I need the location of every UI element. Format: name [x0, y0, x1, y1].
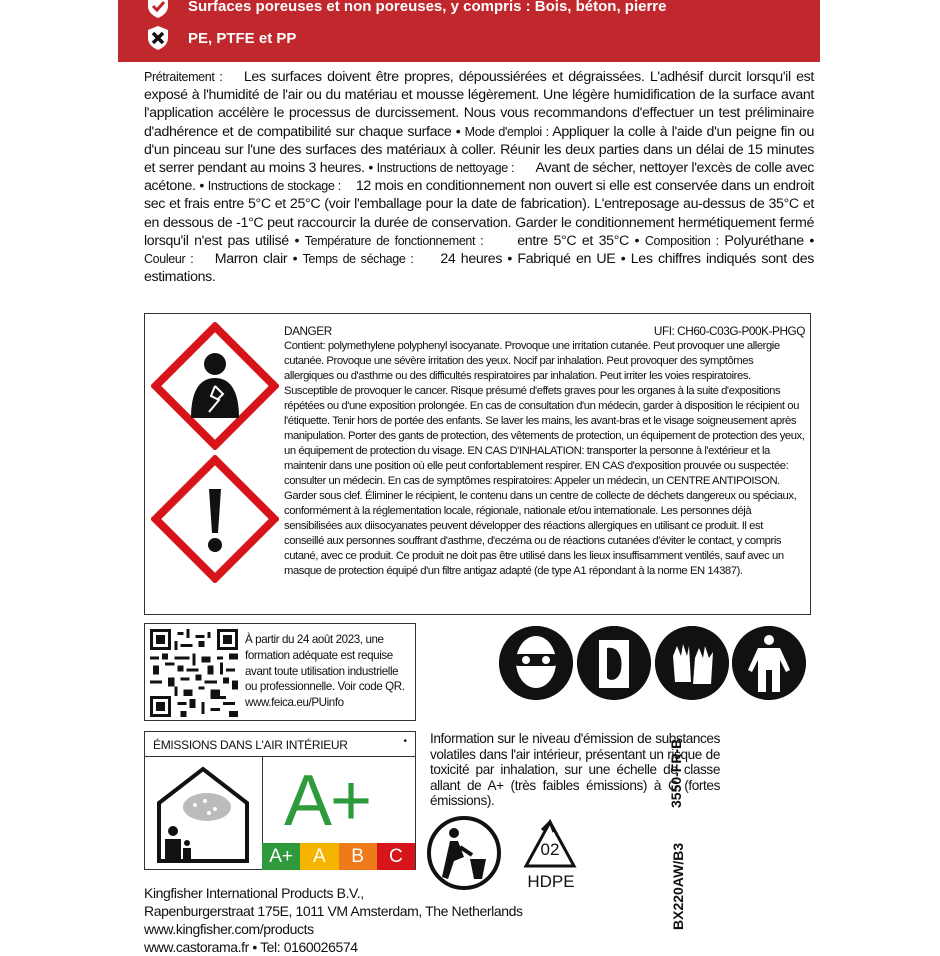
usage-label: Mode d'emploi :: [464, 124, 549, 139]
qr-code-icon[interactable]: [150, 629, 238, 717]
coverall-icon: [732, 626, 806, 700]
color-label: Couleur :: [144, 252, 194, 267]
emissions-mark: •: [403, 736, 407, 747]
cleaning-label: Instructions de nettoyage :: [376, 161, 515, 176]
scale-b: B: [339, 843, 377, 870]
hazard-text-block: [284, 324, 805, 579]
emissions-rating-panel: [262, 756, 415, 870]
safety-goggles-icon: [499, 626, 573, 700]
footer-address: Rapenburgerstraat 175E, 1011 VM Amsterdam, The Netherlands: [144, 903, 523, 919]
footer-website[interactable]: www.kingfisher.com/products: [144, 921, 314, 937]
storage-text: 12 mois en conditionnement non ouvert si elle est conservée dans un endroit sec et frais entre 5°C et 25°C (voir l'emballage pour la date de fabrication). L'entreposage au-dessus de 35°C et en dessous de -1°C peut raccourcir la durée de conservation. Garder le conditionnement hermétiquement fermé lorsqu'il n'est pas utilisé •: [144, 178, 815, 249]
ufi-code: UFI: CH60-C03G-P00K-PHGQ: [653, 324, 805, 338]
emissions-title: ÉMISSIONS DANS L'AIR INTÉRIEUR: [153, 738, 348, 752]
emissions-house-panel: [145, 756, 263, 870]
cross-shield-icon: [144, 24, 172, 52]
emissions-scale: [262, 843, 415, 870]
drying-text: 24 heures • Fabriqué en UE • Les chiffres indiqués sont des estimations.: [144, 251, 814, 286]
banner-row-suitable: [144, 0, 666, 20]
composition-label: Composition :: [644, 233, 719, 248]
banner-row-unsuitable: [144, 24, 296, 52]
exclamation-mark-icon: [151, 455, 279, 583]
color-text: Marron clair •: [214, 251, 298, 268]
footer-company: Kingfisher International Products B.V.,: [144, 885, 364, 901]
banner-unsuitable-text: PE, PTFE et PP: [188, 29, 297, 47]
house-emissions-icon: [145, 757, 262, 870]
top-banner: [118, 0, 820, 62]
pretreatment-label: Prétraitement :: [144, 70, 223, 84]
training-notice: À partir du 24 août 2023, une formation adéquate est requise avant toute utilisation industrielle ou professionnelle. Voir code QR. www.feica.eu/PUinfo: [245, 633, 405, 710]
scale-c: C: [377, 843, 415, 870]
pretreatment-text: Les surfaces doivent être propres, dépoussiérées et dégraissées. L'adhésif durcit lorsqu'il est exposé à l'humidité de l'air ou du matériau et mousse légèrement. Une légère humidification de la surface avant l'application accélère le processus de durcissement. Nous vous recommandons d'effectuer un test préliminaire d'adhérence et de compatibilité sur chaque surface •: [144, 69, 814, 140]
hazard-panel: [144, 313, 811, 615]
storage-label: Instructions de stockage :: [207, 179, 341, 194]
emissions-label: [144, 731, 416, 870]
scale-a-plus: A+: [262, 843, 300, 870]
scale-a: A: [300, 843, 338, 870]
banner-suitable-text: Surfaces poreuses et non poreuses, y compris : Bois, béton, pierre: [188, 0, 667, 15]
face-shield-icon: [577, 626, 651, 700]
qr-info-box: [144, 623, 416, 721]
drying-label: Temps de séchage :: [302, 252, 414, 267]
cleaning-text: Avant de sécher, nettoyer l'excès de colle avec acétone. •: [144, 160, 815, 195]
tidyman-icon: [424, 815, 504, 891]
hazard-statements: Contient: polymethylene polyphenyl isocyanate. Provoque une irritation cutanée. Peut provoquer une allergie cutanée. Provoque une sévère irritation des yeux. Nocif par inhalation. Peut provoquer des symptômes allergiques ou d'asthme ou des difficultés respiratoires par inhalation. Peut irriter les voies respiratoires. Susceptible de provoquer le cancer. Risque présumé d'effets graves pour les organes à la suite d'expositions répétées ou d'une exposition prolongée. En cas de consultation d'un médecin, garder à disposition le récipient ou l'étiquette. Tenir hors de portée des enfants. Se laver les mains, les avant-bras et le visage soigneusement après manipulation. Porter des gants de protection, des vêtements de protection, un équipement de protection des yeux, un équipement de protection du visage. EN CAS D'INHALATION: transporter la personne à l'extérieur et la maintenir dans une position où elle peut confortablement respirer. EN CAS d'exposition prouvée ou suspectée: consulter un médecin. En cas de symptômes respiratoires: Appeler un médecin, un CENTRE ANTIPOISON. Garder sous clef. Éliminer le récipient, le contenu dans un centre de collecte de déchets dangereux ou spéciaux, conformément à la réglementation locale, régionale, nationale et/ou internationale. Les personnes déjà sensibilisées aux diisocyanates peuvent développer des réactions allergiques en utilisant ce produit. Il est conseillé aux personnes souffrant d'asthme, d'eczéma ou de réactions cutanées d'éviter le contact, y compris cutané, avec ce produit. Ce produit ne doit pas être utilisé dans les lieux insuffisamment ventilés, sauf avec un masque de protection équipé d'un filtre antigaz adapté (de type A1 répondant à la norme EN 14387).: [284, 340, 805, 577]
check-shield-icon: [144, 0, 172, 20]
usage-text: Appliquer la colle à l'aide d'un peigne fin ou d'un pinceau sur l'une des surfaces des matériaux à coller. Réunir les deux parties dans un délai de 15 minutes et serrer pendant au moins 3 heures. •: [144, 123, 815, 177]
composition-text: Polyuréthane •: [724, 232, 815, 249]
health-hazard-icon: [151, 322, 279, 450]
emissions-rating: A+: [284, 761, 371, 841]
footer-contact: www.castorama.fr • Tel: 0160026574: [144, 939, 358, 955]
manufacturer-footer: [144, 884, 523, 956]
recycling-code: 02: [540, 840, 560, 859]
instructions-paragraph: [144, 68, 814, 286]
temperature-label: Température de fonctionnement :: [304, 233, 484, 248]
gloves-icon: [655, 626, 729, 700]
recycling-material: HDPE: [527, 872, 575, 891]
temperature-text: entre 5°C et 35°C •: [517, 232, 640, 249]
emissions-info-text: Information sur le niveau d'émission de substances volatiles dans l'air intérieur, présentant un risque de toxicité par inhalation, sur une échelle de classe allant de A+ (très faibles émissions) à C (fortes émissions).: [430, 731, 720, 809]
side-code-1: 3550-FR-B: [668, 738, 684, 808]
signal-word: DANGER: [284, 324, 332, 338]
side-code-2: BX220AW/B3: [670, 842, 686, 930]
